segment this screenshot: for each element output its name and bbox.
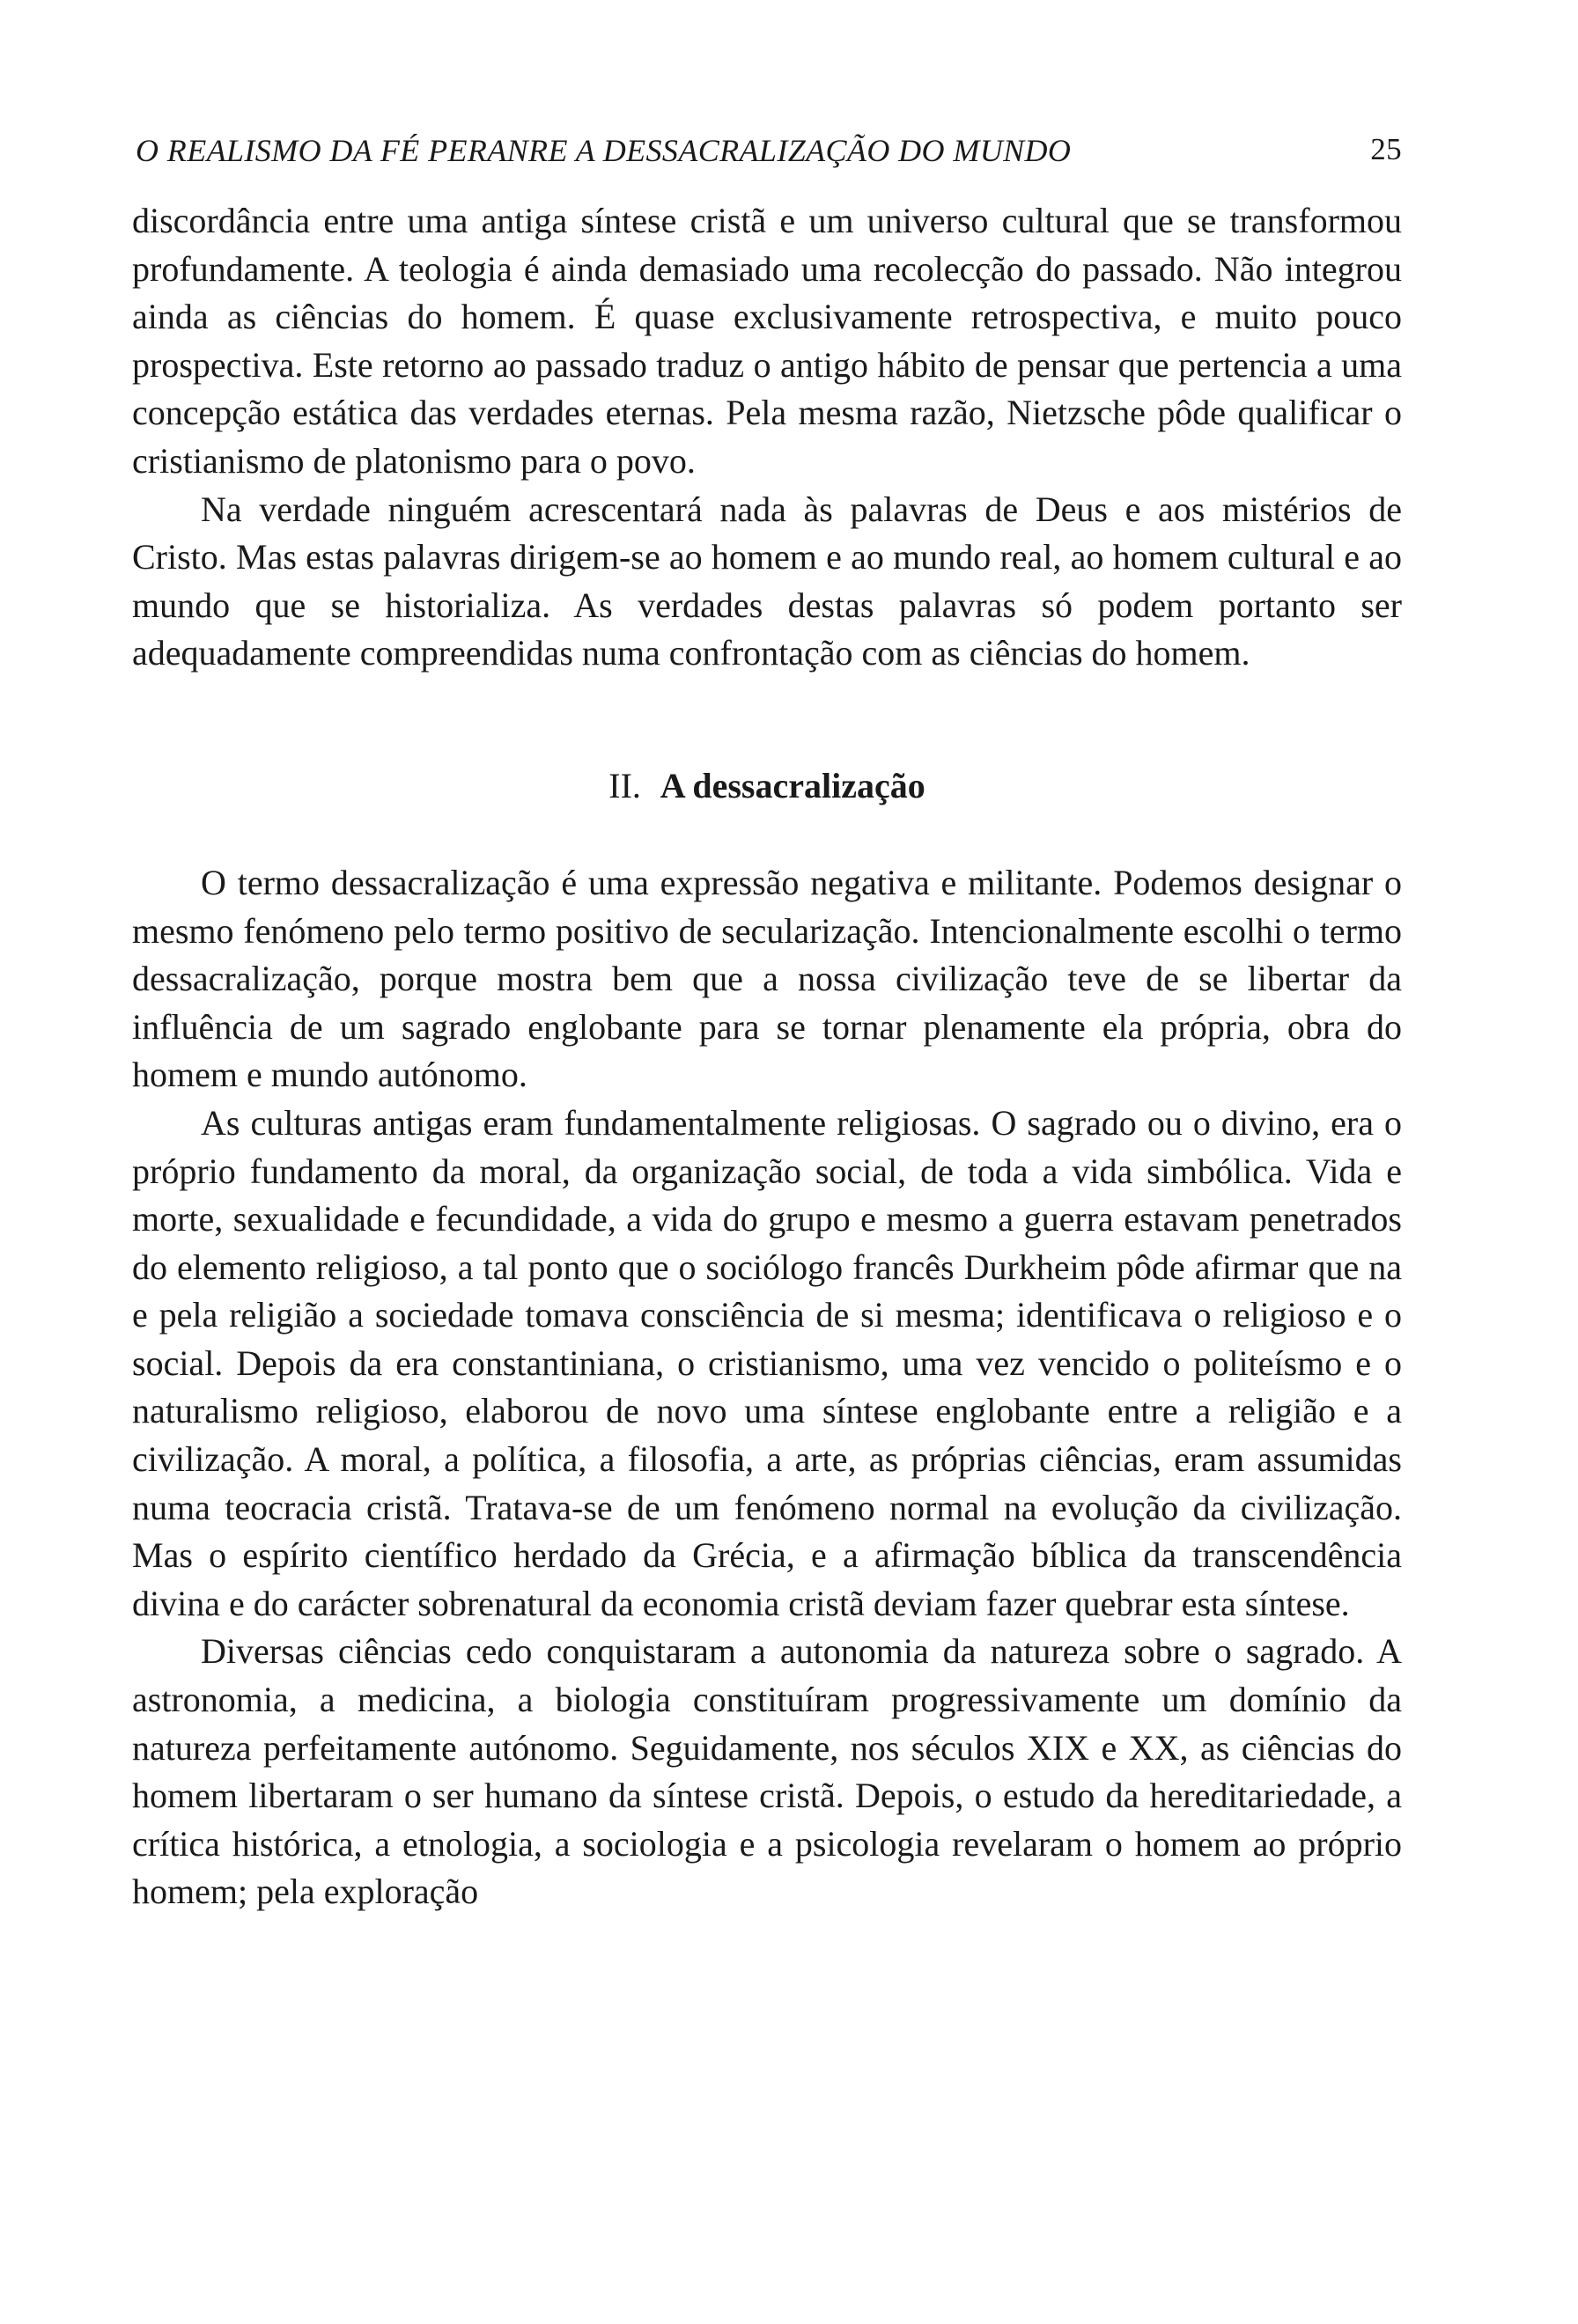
book-page (132, 121, 1402, 1916)
paragraph: Na verdade ninguém acrescentará nada às palavras de Deus e aos mistérios de Cristo. Mas estas palavras dirigem-se ao homem e ao mundo real, ao homem cultural e ao mundo que se historializa. As verdades destas palavras só podem portanto ser adequadamente compreendidas numa confrontação com as ciências do homem. (132, 489, 1402, 673)
page-number: 25 (1370, 132, 1402, 166)
section-heading (132, 762, 1402, 810)
section-title: A dessacralização (660, 765, 925, 805)
paragraph: As culturas antigas eram fundamentalmente religiosas. O sagrado ou o divino, era o próprio fundamento da moral, da organização social, de toda a vida simbólica. Vida e morte, sexualidade e fecundidade, a vida do grupo e mesmo a guerra estavam penetrados do elemento religioso, a tal ponto que o sociólogo francês Durkheim pôde afirmar que na e pela religião a sociedade tomava consciência de si mesma; identificava o religioso e o social. Depois da era constantiniana, o cristianismo, uma vez vencido o politeísmo e o naturalismo religioso, elaborou de novo uma síntese englobante entre a religião e a civilização. A moral, a política, a filosofia, a arte, as próprias ciências, eram assumidas numa teocracia cristã. Tratava-se de um fenómeno normal na evolução da civilização. Mas o espírito científico herdado da Grécia, e a afirmação bíblica da transcendência divina e do carácter sobrenatural da economia cristã deviam fazer quebrar esta síntese. (132, 1102, 1402, 1623)
paragraph: Diversas ciências cedo conquistaram a autonomia da natureza sobre o sagrado. A astronomia, a medicina, a biologia constituíram progressivamente um domínio da natureza perfeitamente autónomo. Seguidamente, nos séculos XIX e XX, as ciências do homem libertaram o ser humano da síntese cristã. Depois, o estudo da hereditariedade, a crítica histórica, a etnologia, a sociologia e a psicologia revelaram o homem ao próprio homem; pela exploração (132, 1631, 1402, 1912)
paragraph: O termo dessacralização é uma expressão negativa e militante. Podemos designar o mesmo fenómeno pelo termo positivo de secularização. Intencionalmente escolhi o termo dessacralização, porque mostra bem que a nossa civilização teve de se libertar da influência de um sagrado englobante para se tornar plenamente ela própria, obra do homem e mundo autónomo. (132, 862, 1402, 1095)
body-text (132, 197, 1402, 1916)
section-number: II. (608, 765, 641, 805)
running-title: O REALISMO DA FÉ PERANRE A DESSACRALIZAÇÃO DO MUNDO (136, 133, 1072, 168)
running-head (132, 121, 1402, 174)
paragraph: discordância entre uma antiga síntese cristã e um universo cultural que se transformou profundamente. A teologia é ainda demasiado uma recolecção do passado. Não integrou ainda as ciências do homem. É quase exclusivamente retrospectiva, e muito pouco prospectiva. Este retorno ao passado traduz o antigo hábito de pensar que pertencia a uma concepção estática das verdades eternas. Pela mesma razão, Nietzsche pôde qualificar o cristianismo de platonismo para o povo. (132, 201, 1402, 481)
